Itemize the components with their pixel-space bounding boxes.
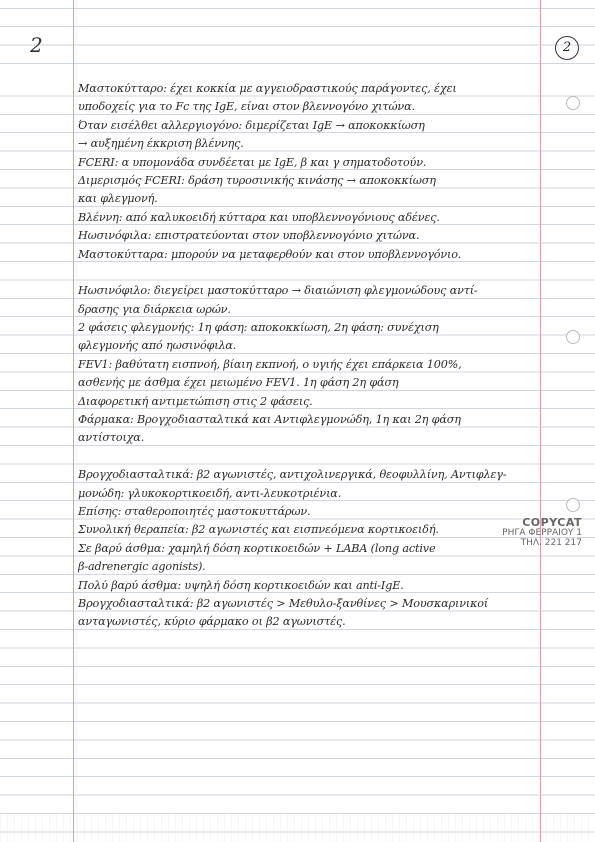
note-line: Βλέννη: από καλυκοειδή κύτταρα και υποβλεννογόνιους αδένες.	[78, 210, 440, 224]
punch-hole-icon	[566, 330, 580, 344]
note-line: μονώδη: γλυκοκορτικοειδή, αντι-λευκοτριένια.	[78, 486, 342, 500]
note-line: υποδοχείς για το Fc της IgE, είναι στον βλεννογόνο χιτώνα.	[78, 100, 415, 114]
note-line: Ηωσινόφιλο: διεγείρει μαστοκύτταρο → διαιώνιση φλεγμονώδους αντί-	[78, 284, 478, 298]
note-line: αντίστοιχα.	[78, 431, 145, 445]
note-line: 2 φάσεις φλεγμονής: 1η φάση: αποκοκκίωση, 2η φάση: συνέχιση	[78, 321, 439, 335]
note-line: Πολύ βαρύ άσθμα: υψηλή δόση κορτικοειδών και anti-IgE.	[78, 578, 404, 592]
note-line: Ηωσινόφιλα: επιστρατεύονται στον υποβλεννογόνιο χιτώνα.	[78, 229, 420, 243]
note-line: Σε βαρύ άσθμα: χαμηλή δόση κορτικοειδών + LABA (long active	[78, 541, 436, 555]
stamp-line-2: ΡΗΓΑ ΦΕΡΡΑΙΟΥ 1	[502, 528, 582, 538]
stamp-line-3: ΤΗΛ. 221 217	[520, 538, 582, 548]
note-line: Βρογχοδιασταλτικά: β2 αγωνιστές > Μεθυλο-ξανθίνες > Μουσκαρινικοί	[78, 596, 489, 610]
circled-page-number: 2	[555, 36, 579, 60]
punch-hole-icon	[566, 96, 580, 110]
note-line: Διαφορετική αντιμετώπιση στις 2 φάσεις.	[78, 394, 313, 408]
stamp-line-1: COPYCAT	[522, 516, 582, 529]
copycat-stamp	[470, 518, 582, 548]
note-line: Μαστοκύτταρα: μπορούν να μεταφερθούν και στον υποβλεννογόνιο.	[78, 247, 462, 261]
note-line: φλεγμονής από ηωσινόφιλα.	[78, 339, 237, 353]
handwritten-notes	[78, 80, 540, 632]
corner-number: 2	[30, 33, 43, 57]
right-margin-line	[540, 0, 541, 842]
left-margin-line	[73, 0, 74, 842]
note-line: ανταγωνιστές, κύριο φάρμακο οι β2 αγωνιστές.	[78, 615, 346, 629]
note-line: β-adrenergic agonists).	[78, 560, 206, 574]
note-line: Επίσης: σταθεροποιητές μαστοκυττάρων.	[78, 504, 311, 518]
note-line: Βρογχοδιασταλτικά: β2 αγωνιστές, αντιχολινεργικά, θεοφυλλίνη, Αντιφλεγ-	[78, 468, 507, 482]
note-line: Συνολική θεραπεία: β2 αγωνιστές και εισπνεόμενα κορτικοειδή.	[78, 523, 439, 537]
note-line: ασθενής με άσθμα έχει μειωμένο FEV1. 1η φάση 2η φάση	[78, 376, 399, 390]
blank-line	[78, 448, 540, 466]
scan-noise	[0, 812, 595, 842]
note-line: Όταν εισέλθει αλλεργιογόνο: διμερίζεται IgE → αποκοκκίωση	[78, 118, 425, 132]
note-line: FEV1: βαθύτατη εισπνοή, βίαιη εκπνοή, ο υγιής έχει επάρκεια 100%,	[78, 357, 462, 371]
note-line: και φλεγμονή.	[78, 192, 158, 206]
note-line: → αυξημένη έκκριση βλέννης.	[78, 137, 244, 151]
note-line: Μαστοκύτταρο: έχει κοκκία με αγγειοδραστικούς παράγοντες, έχει	[78, 82, 457, 95]
note-line: Διμερισμός FCERI: δράση τυροσινικής κινάσης → αποκοκκίωση	[78, 173, 436, 187]
blank-line	[78, 264, 540, 282]
note-line: Φάρμακα: Βρογχοδιασταλτικά και Αντιφλεγμονώδη, 1η και 2η φάση	[78, 413, 461, 427]
note-line: δρασης για διάρκεια ωρών.	[78, 302, 231, 316]
punch-hole-icon	[566, 498, 580, 512]
note-line: FCERI: α υπομονάδα συνδέεται με IgE, β και γ σηματοδοτούν.	[78, 155, 427, 169]
